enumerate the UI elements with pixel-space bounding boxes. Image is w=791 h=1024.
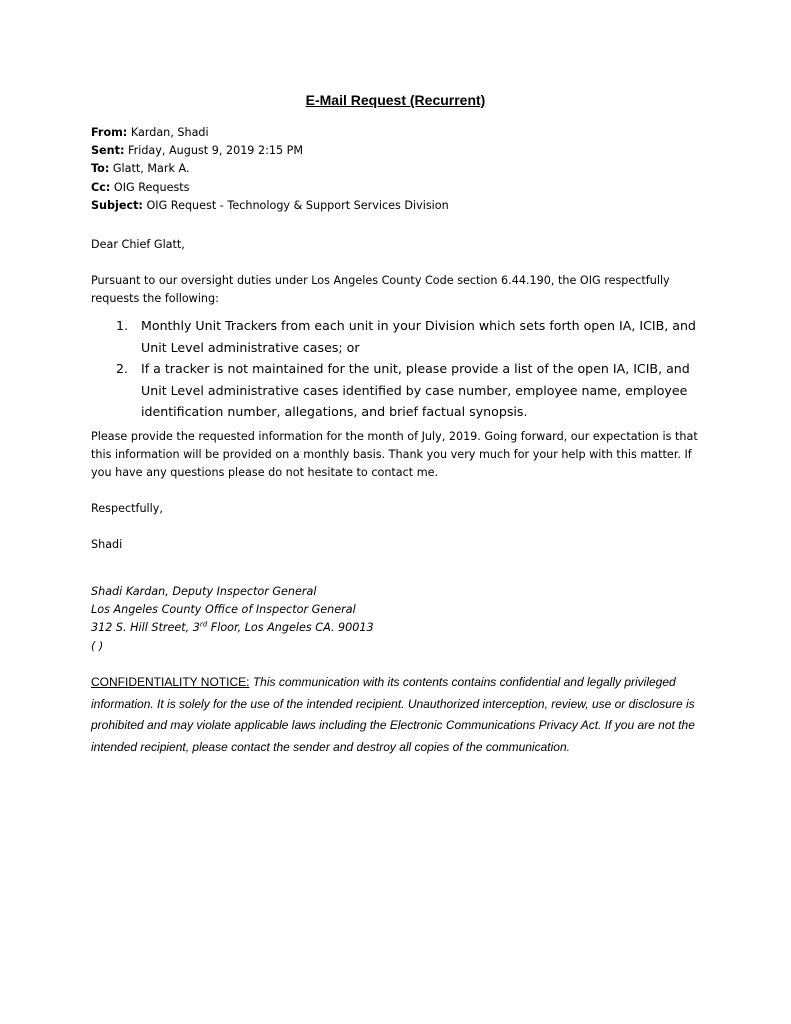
signature-office: Los Angeles County Office of Inspector General <box>91 603 356 617</box>
list-item-text: If a tracker is not maintained for the unit, please provide a list of the open IA, ICIB, and Unit Level administrative cases identified by case number, employee name, employee identification number, allegations, and brief factual synopsis. <box>141 361 690 419</box>
sent-line <box>91 142 711 160</box>
sent-label: Sent: <box>91 144 125 158</box>
closing: Respectfully, <box>91 502 163 515</box>
signature-phone: ( ) <box>91 639 104 653</box>
list-item <box>91 315 711 358</box>
signature-address <box>91 619 374 637</box>
to-label: To: <box>91 162 110 176</box>
intro-paragraph: Pursuant to our oversight duties under Los Angeles County Code section 6.44.190, the OIG respectfully requests the following: <box>91 274 670 306</box>
to-line <box>91 160 711 178</box>
cc-line <box>91 179 711 197</box>
from-line <box>91 124 711 142</box>
from-label: From: <box>91 126 128 139</box>
list-item <box>91 358 711 423</box>
request-list <box>91 315 711 423</box>
followup-paragraph: Please provide the requested information for the month of July, 2019. Going forward, our expectation is that this information will be provided on a monthly basis. Thank you very much for your help with this matter. If you have any questions please do not hesitate to contact me. <box>91 430 698 480</box>
confidentiality-text: This communication with its contents contains confidential and legally privileged information. It is solely for the use of the intended recipient. Unauthorized interception, review, use or disclosure is prohibited and may violate applicable laws including the Electronic Communications Privacy Act. If you are not the intended recipient, please contact the sender and destroy all copies of the communication. <box>91 675 695 754</box>
sent-value: Friday, August 9, 2019 2:15 PM <box>128 144 304 158</box>
confidentiality-label: CONFIDENTIALITY NOTICE: <box>91 675 250 689</box>
email-header <box>91 124 711 215</box>
cc-value: OIG Requests <box>113 180 190 194</box>
document-title: E-Mail Request (Recurrent) <box>305 92 486 108</box>
list-item-number: 1. <box>116 318 129 333</box>
subject-label: Subject: <box>91 198 143 212</box>
subject-line <box>91 197 711 215</box>
address-street: 312 S. Hill Street, 3 <box>91 621 200 635</box>
signature-title: Shadi Kardan, Deputy Inspector General <box>91 585 317 598</box>
subject-value: OIG Request - Technology & Support Services Division <box>146 198 449 212</box>
from-value: Kardan, Shadi <box>130 126 209 139</box>
sender-name: Shadi <box>91 538 123 551</box>
signature-block <box>91 583 374 656</box>
list-item-text: Monthly Unit Trackers from each unit in your Division which sets forth open IA, ICIB, and Unit Level administrative cases; or <box>141 318 696 355</box>
to-value: Glatt, Mark A. <box>112 162 190 176</box>
confidentiality-notice <box>91 672 701 758</box>
list-item-number: 2. <box>116 361 129 376</box>
cc-label: Cc: <box>91 180 111 194</box>
address-floor-suffix: rd <box>199 620 208 629</box>
greeting: Dear Chief Glatt, <box>91 238 185 251</box>
address-city: Floor, Los Angeles CA. 90013 <box>207 621 374 635</box>
